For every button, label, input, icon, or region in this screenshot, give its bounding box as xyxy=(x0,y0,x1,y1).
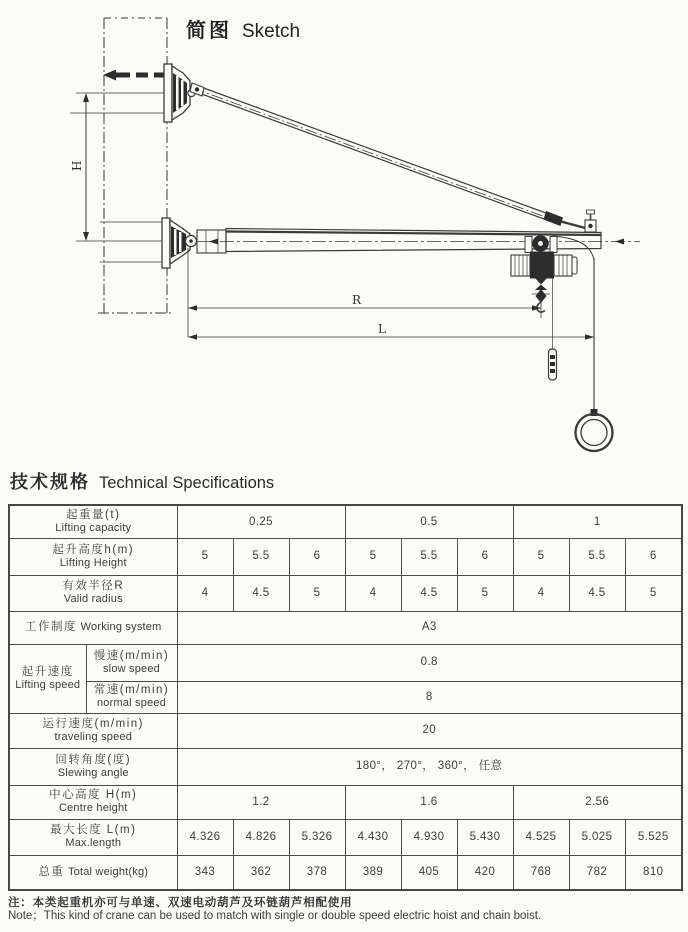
cell: 5 xyxy=(345,538,401,575)
label-normal-speed xyxy=(86,681,177,713)
label-working-system xyxy=(9,611,177,644)
section-title-en: Technical Specifications xyxy=(99,474,275,492)
cell: 420 xyxy=(457,855,513,890)
row-lifting-speed-slow xyxy=(9,644,682,681)
cell-capacity-2: 1 xyxy=(513,505,682,538)
row-lifting-capacity xyxy=(9,505,682,538)
label-cjk: 中心高度 H(m) xyxy=(49,789,138,802)
label-cjk: 总重 xyxy=(38,866,65,879)
cell: 4.525 xyxy=(513,819,569,855)
cell: 768 xyxy=(513,855,569,890)
cell-capacity-0: 0.25 xyxy=(177,505,345,538)
cell-traveling-speed: 20 xyxy=(177,713,682,748)
cell: 5.525 xyxy=(625,819,682,855)
label-en: slow speed xyxy=(102,662,161,675)
sketch-drawing xyxy=(0,0,688,462)
cell-slow-speed: 0.8 xyxy=(177,644,682,681)
cell: 5.326 xyxy=(289,819,345,855)
lower-bracket xyxy=(162,218,197,268)
label-en: Lifting capacity xyxy=(55,522,132,535)
sketch-title-cjk: 简图 xyxy=(186,20,232,42)
lifting-ring xyxy=(576,258,613,451)
row-slewing-angle xyxy=(9,748,682,785)
label-cjk: 有效半径R xyxy=(62,580,125,593)
cell: 810 xyxy=(625,855,682,890)
cell: 5 xyxy=(513,538,569,575)
label-cjk: 回转角度(度) xyxy=(55,753,132,766)
tie-rod xyxy=(190,83,589,229)
cell: 4.5 xyxy=(569,575,625,611)
cell: 6 xyxy=(625,538,682,575)
label-cjk: 起升高度h(m) xyxy=(52,543,135,556)
label-en: normal speed xyxy=(96,697,167,710)
label-en: Lifting Height xyxy=(59,556,127,569)
cell: 4 xyxy=(513,575,569,611)
row-lifting-speed-normal xyxy=(9,681,682,713)
label-en: Working system xyxy=(80,621,162,634)
row-total-weight xyxy=(9,855,682,890)
label-max-length xyxy=(9,819,177,855)
cell: 782 xyxy=(569,855,625,890)
footnote-en: Note；This kind of crane can be used to match with single or double speed electric hoist and chain boist. xyxy=(8,910,542,922)
label-cjk: 运行速度(m/min) xyxy=(42,717,144,730)
cell: 4.326 xyxy=(177,819,233,855)
cell-centre-height-1: 1.6 xyxy=(345,785,513,819)
label-lifting-height xyxy=(9,538,177,575)
cell: 378 xyxy=(289,855,345,890)
label-slewing-angle xyxy=(9,748,177,785)
cell: 6 xyxy=(457,538,513,575)
label-cjk: 慢速(m/min) xyxy=(93,649,170,662)
label-en: Lifting speed xyxy=(15,678,81,691)
dimension-r xyxy=(188,248,541,337)
label-en: traveling speed xyxy=(54,730,133,743)
cell: 4.430 xyxy=(345,819,401,855)
cell: 343 xyxy=(177,855,233,890)
label-centre-height xyxy=(9,785,177,819)
cell: 4 xyxy=(345,575,401,611)
label-valid-radius xyxy=(9,575,177,611)
cell-centre-height-0: 1.2 xyxy=(177,785,345,819)
section-title-cjk: 技术规格 xyxy=(10,472,90,492)
label-cjk: 常速(m/min) xyxy=(93,684,170,697)
cell: 5.5 xyxy=(401,538,457,575)
row-centre-height xyxy=(9,785,682,819)
row-lifting-height xyxy=(9,538,682,575)
cell-normal-speed: 8 xyxy=(177,681,682,713)
cell: 5 xyxy=(289,575,345,611)
label-en: Centre height xyxy=(58,802,128,815)
hoist-body xyxy=(530,252,554,279)
top-bracket xyxy=(164,64,195,122)
cell: 5.025 xyxy=(569,819,625,855)
cell: 4.5 xyxy=(233,575,289,611)
cell-capacity-1: 0.5 xyxy=(345,505,513,538)
cell: 6 xyxy=(289,538,345,575)
cell: 389 xyxy=(345,855,401,890)
label-en: Total weight(kg) xyxy=(67,866,149,879)
footnote xyxy=(8,897,688,923)
cell: 5.5 xyxy=(233,538,289,575)
cell-working-system: A3 xyxy=(177,611,682,644)
dimension-l xyxy=(188,322,594,340)
cell: 5.5 xyxy=(569,538,625,575)
label-en: Valid radius xyxy=(63,593,123,606)
cell: 5 xyxy=(457,575,513,611)
label-slow-speed xyxy=(86,644,177,681)
cell: 4.930 xyxy=(401,819,457,855)
row-max-length xyxy=(9,819,682,855)
dimension-h xyxy=(70,93,89,241)
cell: 5 xyxy=(625,575,682,611)
pendant-control xyxy=(549,277,557,380)
row-working-system xyxy=(9,611,682,644)
dim-l-label: L xyxy=(378,322,386,336)
label-cjk: 起升速度 xyxy=(21,665,74,678)
cell-centre-height-2: 2.56 xyxy=(513,785,682,819)
label-traveling-speed xyxy=(9,713,177,748)
label-lifting-capacity xyxy=(9,505,177,538)
dim-r-label: R xyxy=(352,293,362,307)
label-cjk: 工作制度 xyxy=(25,621,78,634)
dim-h-label: H xyxy=(70,160,84,171)
cell: 362 xyxy=(233,855,289,890)
jib-arm xyxy=(197,210,640,253)
cell: 5 xyxy=(177,538,233,575)
label-total-weight xyxy=(9,855,177,890)
row-traveling-speed xyxy=(9,713,682,748)
cell: 4.5 xyxy=(401,575,457,611)
label-lifting-speed xyxy=(9,644,86,713)
cell: 4 xyxy=(177,575,233,611)
label-cjk: 最大长度 L(m) xyxy=(50,824,137,837)
wall-anchor-arrow xyxy=(103,70,168,81)
label-en: Slewing angle xyxy=(57,766,129,779)
arm-end-stop xyxy=(585,210,596,232)
cell: 405 xyxy=(401,855,457,890)
cell: 4.826 xyxy=(233,819,289,855)
cell-slewing-angle: 180°， 270°， 360°， 任意 xyxy=(177,748,682,785)
section-header xyxy=(10,468,688,492)
specifications-table xyxy=(8,504,683,891)
sketch-title-en: Sketch xyxy=(242,21,301,42)
label-en: Max.length xyxy=(65,837,122,850)
footnote-cjk: 注：本类起重机亦可与单速、双速电动葫芦及环链葫芦相配使用 xyxy=(8,897,353,909)
wall-column xyxy=(98,18,173,313)
label-cjk: 起重量(t) xyxy=(66,509,121,522)
row-valid-radius xyxy=(9,575,682,611)
cell: 5.430 xyxy=(457,819,513,855)
